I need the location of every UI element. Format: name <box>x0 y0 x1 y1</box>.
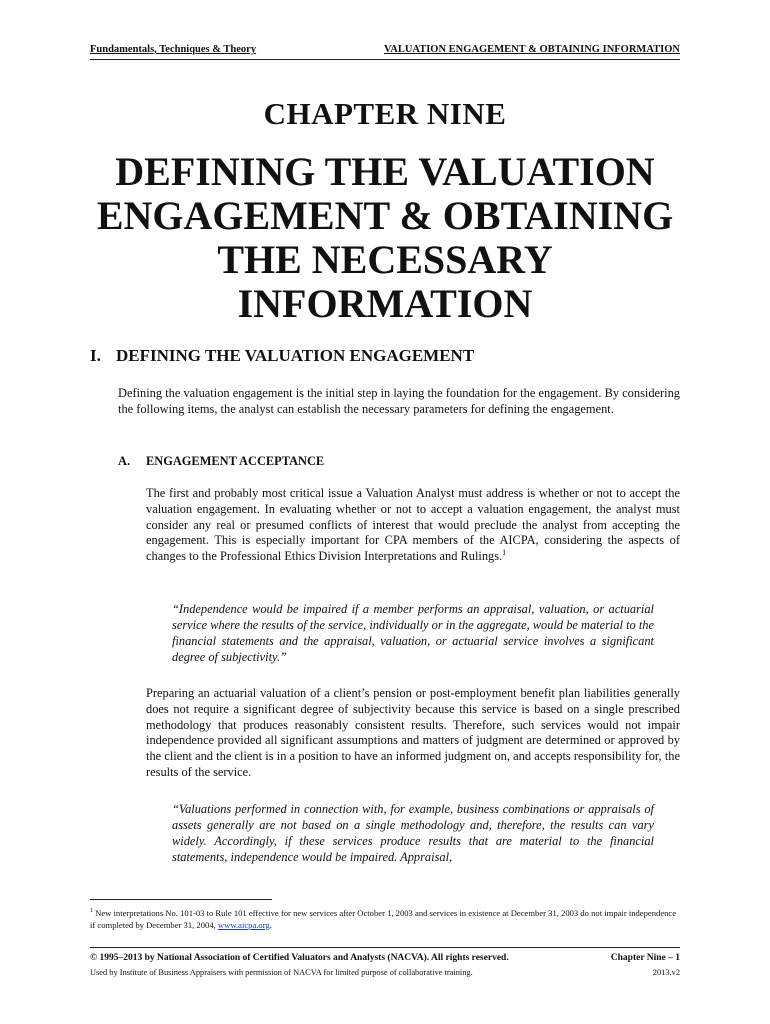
footnote-divider <box>90 899 272 900</box>
footer-divider <box>90 947 680 948</box>
header-right-text: VALUATION ENGAGEMENT & OBTAINING INFORMATION <box>384 44 680 55</box>
chapter-title-line: INFORMATION <box>237 281 533 326</box>
footnote-text: New interpretations No. 101-03 to Rule 101 effective for new services after October 1, 2003 and services in existence at December 31, 2003 do not impair independence if completed by December 31, 2004, <box>90 908 677 930</box>
chapter-title-line: ENGAGEMENT & OBTAINING <box>96 193 674 238</box>
footnote-reference[interactable]: 1 <box>502 548 507 558</box>
footnote-end: . <box>269 920 272 930</box>
chapter-title <box>60 150 710 326</box>
header-divider <box>90 59 680 60</box>
footnote <box>90 907 680 931</box>
independence-quote: “Independence would be impaired if a member performs an appraisal, valuation, or actuarial service where the results of the service, individually or in the aggregate, would be material to the financial statements and the appraisal, valuation, or actuarial service involves a significant degree of subjectivity.” <box>172 602 654 664</box>
footer-usage-note: Used by Institute of Business Appraisers with permission of NACVA for limited purpose of collaborative training. <box>90 968 473 977</box>
subsection-number: A. <box>118 454 131 468</box>
chapter-title-line: DEFINING THE VALUATION <box>115 149 655 194</box>
footer-copyright: © 1995–2013 by National Association of Certified Valuators and Analysts (NACVA). All rights reserved. <box>90 953 509 963</box>
footer-page-number: Chapter Nine – 1 <box>610 953 680 963</box>
section-heading <box>90 346 710 366</box>
header-left-text: Fundamentals, Techniques & Theory <box>90 44 257 55</box>
section-number: I. <box>90 346 101 365</box>
valuations-quote: “Valuations performed in connection with, for example, business combinations or appraisals of assets generally are not based on a single methodology and, therefore, the results can vary widely. Accordingly, if these services produce results that are material to the financial statements, independence would be impaired. Appraisal, <box>172 802 654 864</box>
engagement-acceptance-paragraph <box>146 486 680 565</box>
footnote-number: 1 <box>90 908 93 915</box>
chapter-label: CHAPTER NINE <box>263 96 507 131</box>
subsection-title: ENGAGEMENT ACCEPTANCE <box>146 454 325 468</box>
footnote-link[interactable]: www.aicpa.org <box>217 920 270 930</box>
actuarial-valuation-paragraph: Preparing an actuarial valuation of a client’s pension or post-employment benefit plan liabilities generally does not require a significant degree of subjectivity because this service is based on a single prescribed methodology that produces reasonably consistent results. Therefore, such services would not impair independence provided all significant assumptions and matters of judgment are determined or approved by the client and the client is in a position to have an informed judgment on, and accepts responsibility for, the results of the service. <box>146 686 680 779</box>
section-intro-paragraph: Defining the valuation engagement is the initial step in laying the foundation for the engagement. By considering the following items, the analyst can establish the necessary parameters for defining the engagement. <box>118 386 680 416</box>
paragraph-text: The first and probably most critical issue a Valuation Analyst must address is whether or not to accept the valuation engagement. In evaluating whether or not to accept a valuation engagement, the analyst must consider any real or presumed conflicts of interest that would preclude the analyst from accepting the engagement. This is especially important for CPA members of the AICPA, considering the aspects of changes to the Professional Ethics Division Interpretations and Rulings. <box>146 486 680 564</box>
footer-version: 2013.v2 <box>652 968 680 977</box>
subsection-heading <box>118 454 324 469</box>
section-title: DEFINING THE VALUATION ENGAGEMENT <box>116 346 475 365</box>
running-header <box>90 44 680 55</box>
chapter-title-line: THE NECESSARY <box>217 237 553 282</box>
